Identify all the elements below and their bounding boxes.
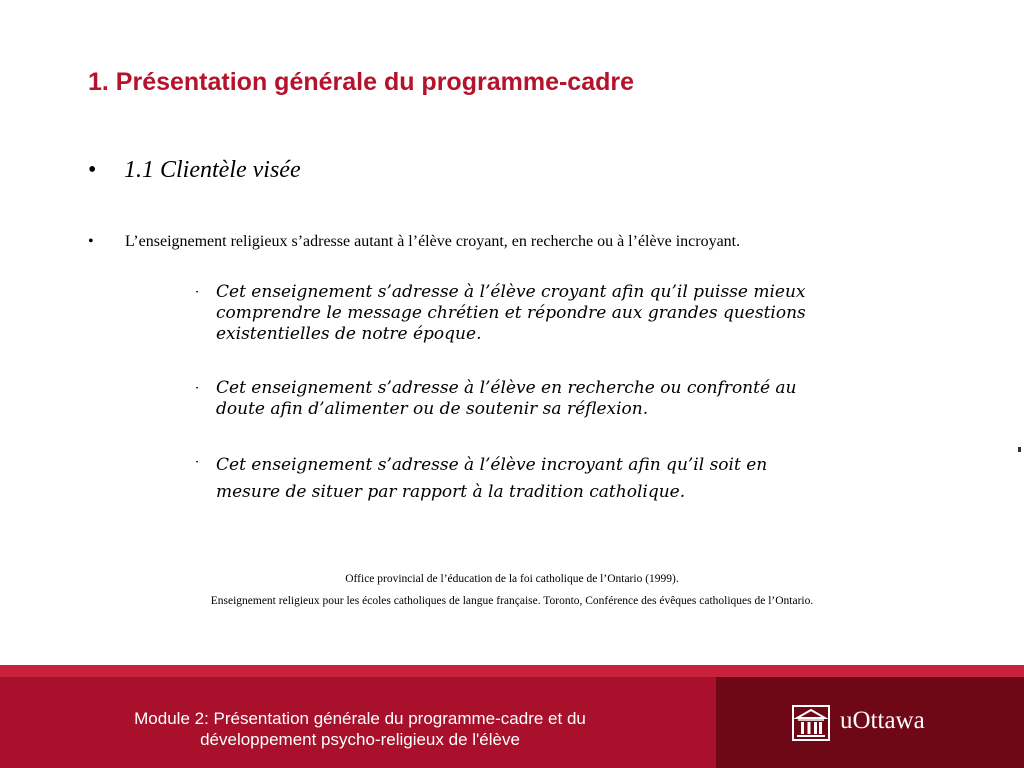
- sub-bullet-item: [195, 282, 806, 345]
- edge-mark: [1018, 447, 1021, 452]
- module-caption: [70, 708, 650, 750]
- sub-bullet-glyph: ·: [195, 285, 200, 300]
- citation-line: Office provincial de l’éducation de la foi catholique de l’Ontario (1999).: [345, 573, 679, 585]
- bullet-glyph: •: [88, 233, 94, 250]
- subheading-text: 1.1 Clientèle visée: [124, 157, 301, 183]
- intro-text: L’enseignement religieux s’adresse autant à l’élève croyant, en recherche ou à l’élève incroyant.: [125, 233, 741, 250]
- sub-item-line: doute afin d’alimenter ou de soutenir sa réflexion.: [216, 399, 649, 419]
- module-caption-line: développement psycho-religieux de l'élève: [200, 730, 520, 749]
- footer-band: [0, 665, 1024, 677]
- sub-item-line: Cet enseignement s’adresse à l’élève incroyant afin qu’il soit en: [216, 455, 768, 475]
- module-caption-line: Module 2: Présentation générale du programme-cadre et du: [134, 709, 586, 728]
- subheading-bullet: [88, 157, 301, 184]
- sub-bullet-item: [195, 452, 767, 506]
- slide-title: 1. Présentation générale du programme-cadre: [88, 68, 635, 96]
- sub-item-line: comprendre le message chrétien et répondre aux grandes questions: [216, 303, 806, 323]
- sub-item-line: mesure de situer par rapport à la tradition catholique.: [216, 482, 686, 502]
- university-building-icon: [792, 705, 830, 741]
- logo-text: uOttawa: [840, 707, 925, 734]
- sub-bullet-item: [195, 378, 797, 420]
- footer-bar: [0, 665, 1024, 768]
- sub-bullet-glyph: ·: [195, 381, 200, 396]
- sub-item-line: Cet enseignement s’adresse à l’élève en recherche ou confronté au: [216, 378, 797, 398]
- sub-bullet-glyph: ·: [195, 455, 200, 470]
- bullet-glyph: •: [88, 157, 97, 183]
- citation-line: Enseignement religieux pour les écoles catholiques de langue française. Toronto, Conférence des évêques catholiques de l’Ontario.: [210, 595, 814, 607]
- logo-panel: [716, 677, 1024, 768]
- intro-bullet: [88, 233, 740, 251]
- sub-item-line: Cet enseignement s’adresse à l’élève croyant afin qu’il puisse mieux: [216, 282, 806, 302]
- sub-item-line: existentielles de notre époque.: [216, 324, 482, 344]
